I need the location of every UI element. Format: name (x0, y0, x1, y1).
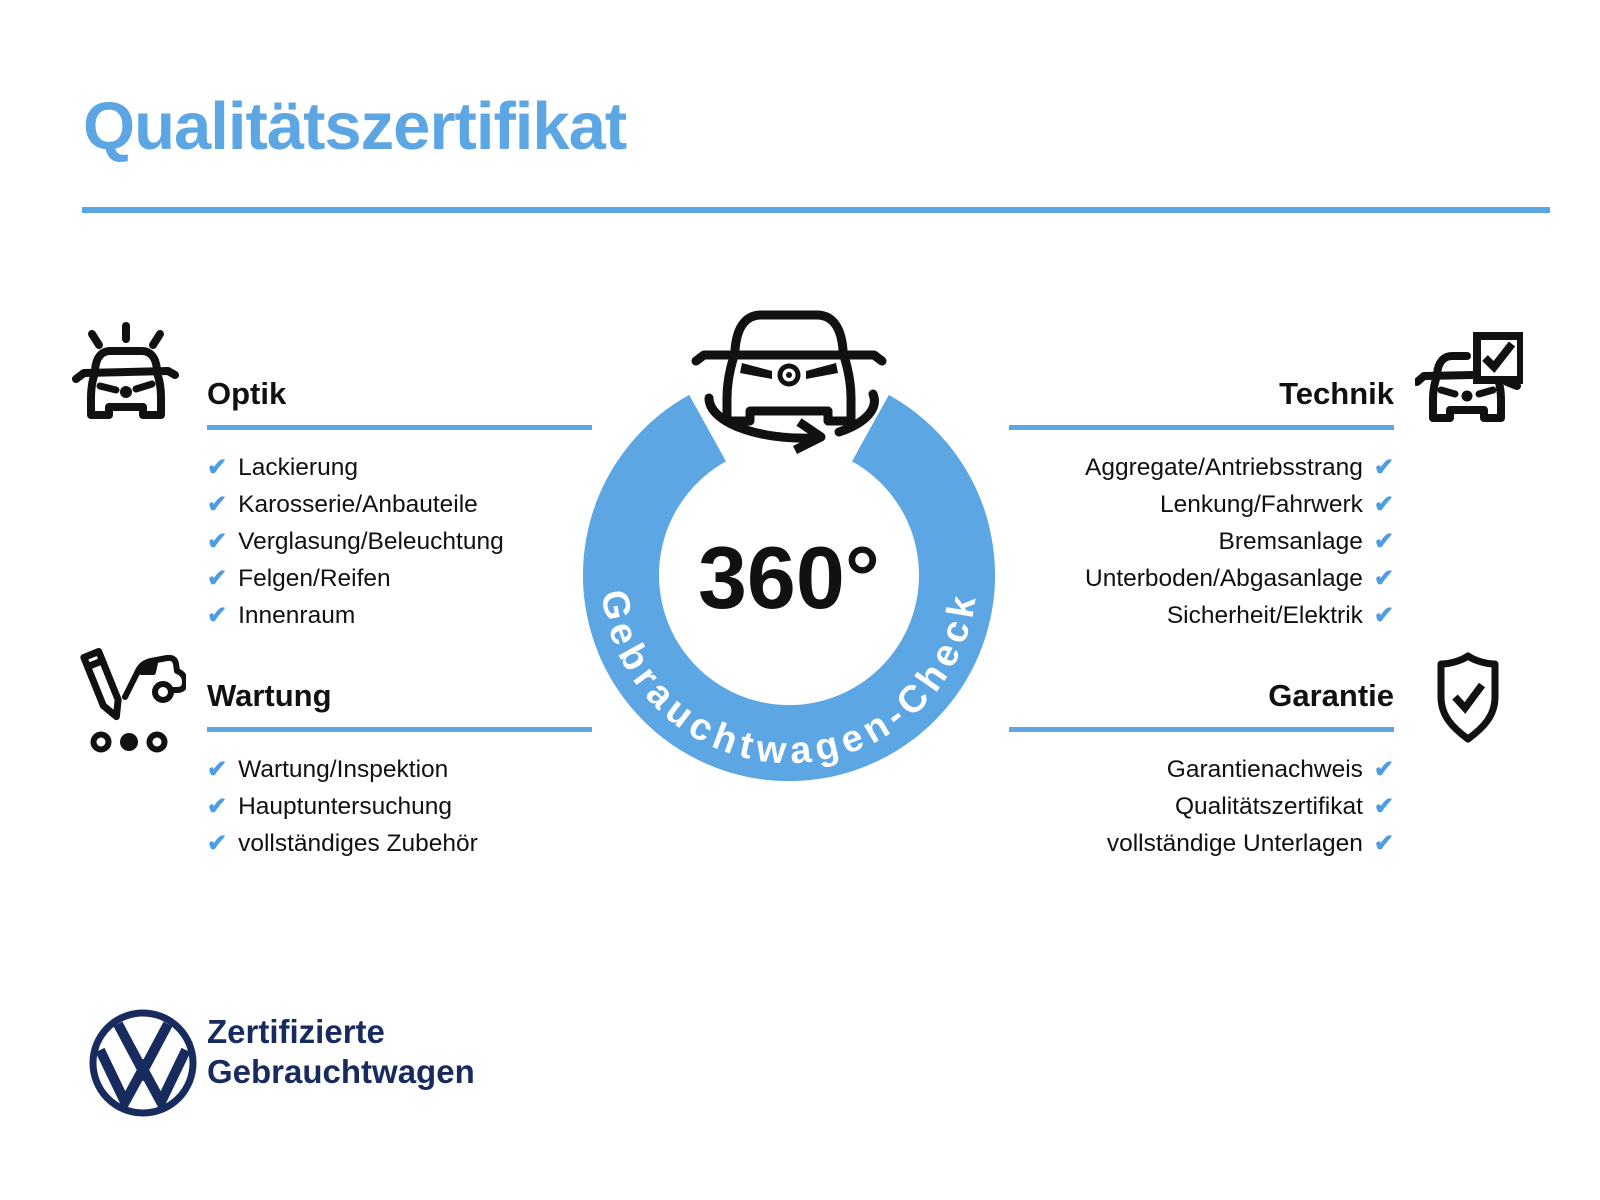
list-item (207, 788, 592, 825)
check-icon: ✔ (207, 454, 228, 481)
list-item (207, 825, 592, 862)
list-item (207, 523, 592, 560)
list-item-label: Verglasung/Beleuchtung (238, 528, 504, 555)
section-heading: Wartung (207, 678, 332, 713)
list-item-label: vollständiges Zubehör (238, 830, 478, 857)
check-icon: ✔ (207, 491, 228, 518)
section-divider (207, 727, 592, 732)
badge-ring-label: Gebrauchtwagen-Check (592, 586, 986, 773)
badge-360-check (569, 293, 1009, 805)
check-icon: ✔ (207, 565, 228, 592)
list-item-label: Wartung/Inspektion (238, 756, 449, 783)
check-icon: ✔ (1373, 793, 1394, 820)
check-icon: ✔ (207, 602, 228, 629)
check-icon: ✔ (207, 756, 228, 783)
list-item (207, 560, 592, 597)
list-item (1009, 597, 1394, 634)
list-item (207, 751, 592, 788)
list-item (1009, 523, 1394, 560)
title-divider (82, 207, 1550, 213)
check-icon: ✔ (1373, 756, 1394, 783)
car-checkbox-icon (1415, 330, 1523, 436)
list-item-label: Sicherheit/Elektrik (1166, 602, 1363, 629)
list-item (1009, 788, 1394, 825)
section-heading: Technik (1279, 376, 1394, 411)
section-optik (207, 376, 592, 634)
list-item-label: Innenraum (238, 602, 356, 629)
list-item (207, 597, 592, 634)
checklist (207, 449, 592, 634)
list-item-label: Lenkung/Fahrwerk (1159, 491, 1363, 518)
section-heading: Garantie (1268, 678, 1394, 713)
car-shine-icon (70, 320, 182, 432)
list-item-label: Bremsanlage (1218, 528, 1363, 555)
list-item (1009, 751, 1394, 788)
check-icon: ✔ (1373, 602, 1394, 629)
section-garantie (1009, 678, 1394, 862)
list-item-label: vollständige Unterlagen (1106, 830, 1363, 857)
check-icon: ✔ (1373, 491, 1394, 518)
shield-check-icon (1434, 652, 1502, 746)
list-item-label: Qualitätszertifikat (1174, 793, 1363, 820)
section-technik (1009, 376, 1394, 634)
checklist (207, 751, 592, 862)
list-item (1009, 560, 1394, 597)
check-icon: ✔ (1373, 565, 1394, 592)
list-item (1009, 449, 1394, 486)
page-title: Qualitätszertifikat (83, 89, 627, 164)
list-item-label: Aggregate/Antriebsstrang (1085, 454, 1363, 481)
list-item-label: Lackierung (238, 454, 358, 481)
list-item (1009, 825, 1394, 862)
checklist (1009, 449, 1394, 634)
section-divider (207, 425, 592, 430)
list-item (1009, 486, 1394, 523)
check-icon: ✔ (207, 793, 228, 820)
check-icon: ✔ (1373, 830, 1394, 857)
brand-line-2: Gebrauchtwagen (207, 1053, 475, 1090)
vw-logo (88, 1008, 198, 1118)
service-pencil-car-icon (68, 640, 186, 758)
list-item-label: Garantienachweis (1166, 756, 1363, 783)
check-icon: ✔ (1373, 454, 1394, 481)
section-divider (1009, 425, 1394, 430)
list-item-label: Felgen/Reifen (238, 565, 391, 592)
brand-line-1: Zertifizierte (207, 1013, 385, 1050)
check-icon: ✔ (1373, 528, 1394, 555)
list-item-label: Unterboden/Abgasanlage (1085, 565, 1363, 592)
badge-value: 360° (697, 528, 881, 627)
list-item (207, 449, 592, 486)
list-item (207, 486, 592, 523)
section-wartung (207, 678, 592, 862)
brand-text (207, 1012, 475, 1092)
list-item-label: Hauptuntersuchung (238, 793, 452, 820)
check-icon: ✔ (207, 528, 228, 555)
rotating-car-icon (696, 315, 882, 450)
checklist (1009, 751, 1394, 862)
check-icon: ✔ (207, 830, 228, 857)
section-heading: Optik (207, 376, 287, 411)
list-item-label: Karosserie/Anbauteile (238, 491, 478, 518)
section-divider (1009, 727, 1394, 732)
